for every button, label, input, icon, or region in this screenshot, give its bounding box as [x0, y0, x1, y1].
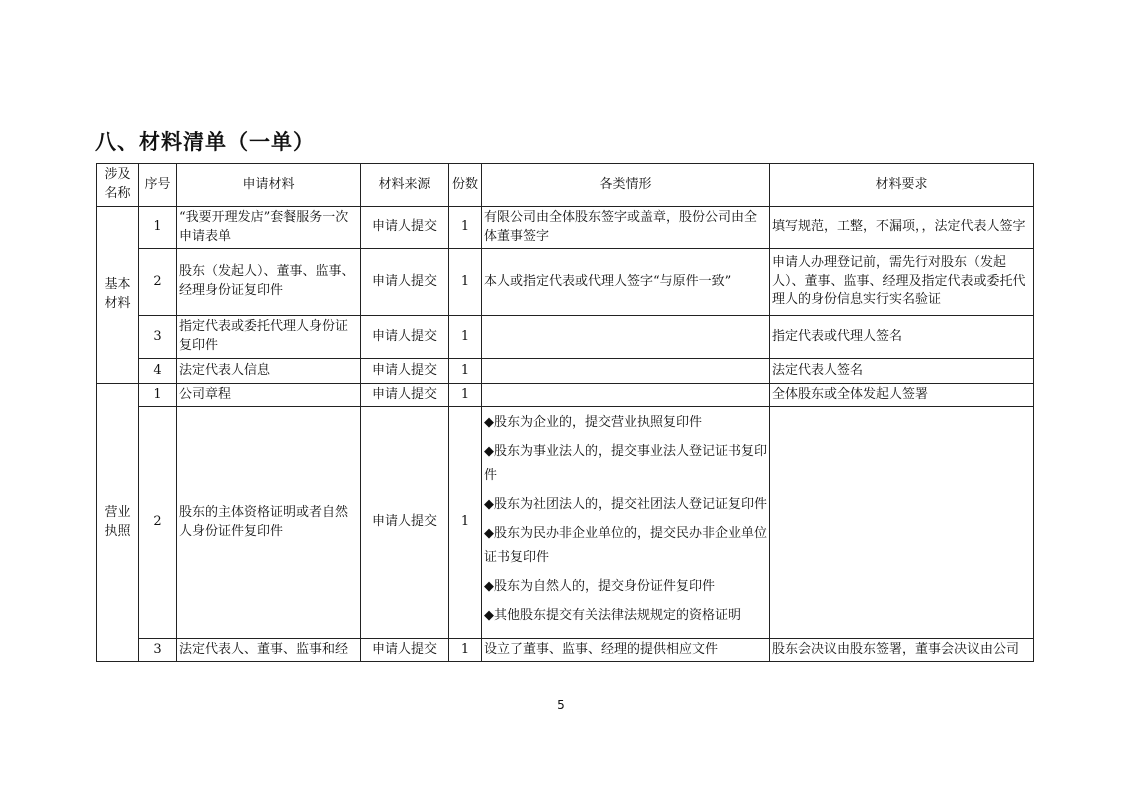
row-seq: 3 — [139, 639, 177, 662]
situation-list — [484, 411, 767, 629]
row-source: 申请人提交 — [361, 359, 449, 384]
row-situation — [482, 359, 770, 384]
row-copies: 1 — [449, 316, 482, 359]
row-requirement: 股东会决议由股东签署，董事会决议由公司 — [770, 639, 1034, 662]
row-material: 股东的主体资格证明或者自然人身份证件复印件 — [177, 407, 361, 639]
table-row — [97, 384, 1034, 407]
row-source: 申请人提交 — [361, 407, 449, 639]
row-requirement — [770, 407, 1034, 639]
table-row — [97, 639, 1034, 662]
row-situation: 有限公司由全体股东签字或盖章，股份公司由全体董事签字 — [482, 207, 770, 249]
row-situation: 本人或指定代表或代理人签字“与原件一致” — [482, 249, 770, 316]
row-source: 申请人提交 — [361, 639, 449, 662]
header-copies: 份数 — [449, 164, 482, 207]
situation-item: ◆股东为社团法人的，提交社团法人登记证复印件 — [484, 497, 767, 513]
row-requirement: 全体股东或全体发起人签署 — [770, 384, 1034, 407]
group-label-license: 营业执照 — [97, 384, 139, 662]
row-seq: 1 — [139, 384, 177, 407]
row-copies: 1 — [449, 639, 482, 662]
row-material: 指定代表或委托代理人身份证复印件 — [177, 316, 361, 359]
group-label-basic: 基本材料 — [97, 207, 139, 384]
row-seq: 2 — [139, 249, 177, 316]
header-situations: 各类情形 — [482, 164, 770, 207]
situation-item: ◆其他股东提交有关法律法规规定的资格证明 — [484, 607, 741, 623]
row-requirement: 法定代表人签名 — [770, 359, 1034, 384]
situation-item: ◆股东为自然人的，提交身份证件复印件 — [484, 579, 715, 595]
page-number: 5 — [557, 698, 565, 712]
row-situation: 设立了董事、监事、经理的提供相应文件 — [482, 639, 770, 662]
row-material: 法定代表人、董事、监事和经 — [177, 639, 361, 662]
row-seq: 4 — [139, 359, 177, 384]
row-source: 申请人提交 — [361, 207, 449, 249]
row-copies: 1 — [449, 384, 482, 407]
header-material: 申请材料 — [177, 164, 361, 207]
row-material: “我要开理发店”套餐服务一次申请表单 — [177, 207, 361, 249]
table-row — [97, 207, 1034, 249]
section-title: 八、材料清单（一单） — [95, 130, 315, 154]
situation-item: ◆股东为民办非企业单位的，提交民办非企业单位证书复印件 — [484, 525, 767, 566]
table-row — [97, 249, 1034, 316]
row-requirement: 申请人办理登记前，需先行对股东（发起人）、董事、监事、经理及指定代表或委托代理人的身份信息实行实名验证 — [770, 249, 1034, 316]
row-source: 申请人提交 — [361, 384, 449, 407]
table-row — [97, 316, 1034, 359]
materials-table — [96, 163, 1034, 662]
row-situation — [482, 407, 770, 639]
header-requirements: 材料要求 — [770, 164, 1034, 207]
row-material: 股东（发起人）、董事、监事、经理身份证复印件 — [177, 249, 361, 316]
header-scope: 涉及名称 — [97, 164, 139, 207]
row-source: 申请人提交 — [361, 249, 449, 316]
row-source: 申请人提交 — [361, 316, 449, 359]
row-seq: 1 — [139, 207, 177, 249]
situation-item: ◆股东为事业法人的，提交事业法人登记证书复印件 — [484, 443, 767, 484]
table-header-row — [97, 164, 1034, 207]
header-source: 材料来源 — [361, 164, 449, 207]
situation-item: ◆股东为企业的，提交营业执照复印件 — [484, 415, 702, 430]
row-material: 法定代表人信息 — [177, 359, 361, 384]
row-situation — [482, 316, 770, 359]
row-copies: 1 — [449, 359, 482, 384]
table-row — [97, 407, 1034, 639]
row-requirement: 指定代表或代理人签名 — [770, 316, 1034, 359]
row-copies: 1 — [449, 249, 482, 316]
row-copies: 1 — [449, 407, 482, 639]
row-copies: 1 — [449, 207, 482, 249]
table-row — [97, 359, 1034, 384]
header-seq: 序号 — [139, 164, 177, 207]
row-requirement: 填写规范，工整，不漏项，，法定代表人签字 — [770, 207, 1034, 249]
row-seq: 2 — [139, 407, 177, 639]
row-material: 公司章程 — [177, 384, 361, 407]
row-situation — [482, 384, 770, 407]
row-seq: 3 — [139, 316, 177, 359]
